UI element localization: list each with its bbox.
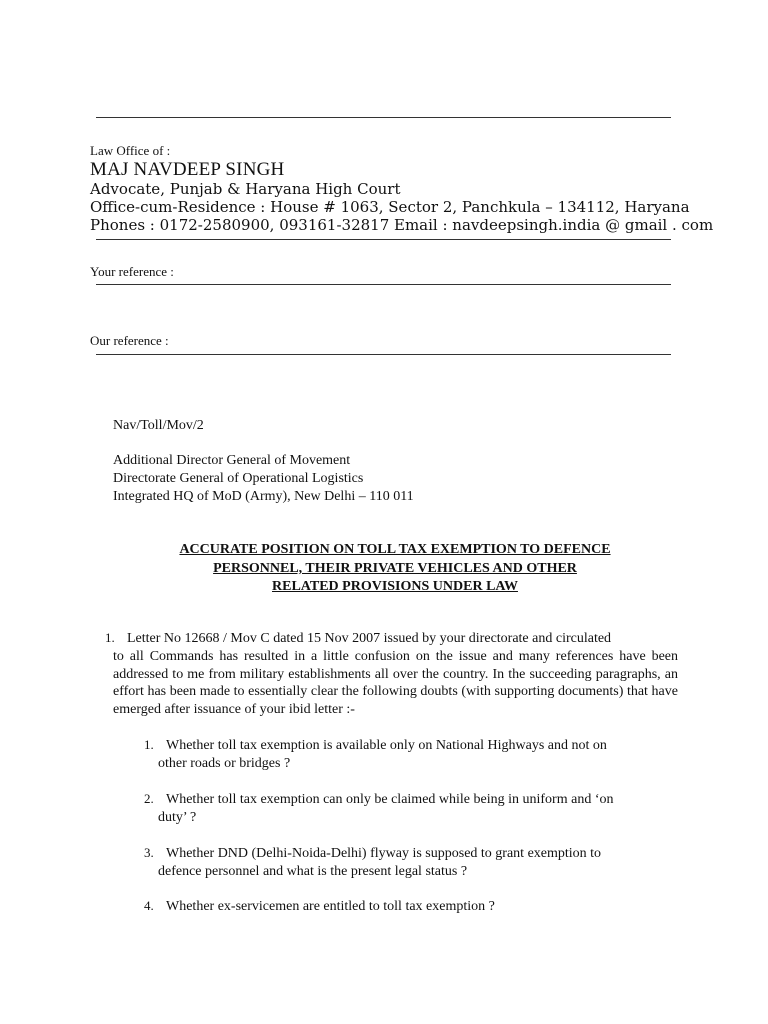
subject-line-3: RELATED PROVISIONS UNDER LAW: [272, 579, 518, 594]
question-number: 4.: [144, 898, 154, 913]
addressee-line-3: Integrated HQ of MoD (Army), New Delhi – 110 011: [113, 489, 414, 504]
top-rule: [96, 117, 671, 118]
our-reference-rule: [96, 354, 671, 355]
letterhead-line-2: Office-cum-Residence : House # 1063, Sector 2, Panchkula – 134112, Haryana: [90, 198, 690, 216]
law-office-label: Law Office of :: [90, 143, 171, 158]
question-line-2: duty’ ?: [158, 810, 197, 825]
letterhead-line-1: Advocate, Punjab & Haryana High Court: [90, 180, 401, 198]
question-line-2: other roads or bridges ?: [158, 756, 291, 771]
para-1-body: to all Commands has resulted in a little confusion on the issue and many references have been addressed to me from military establishments all over the country. In the succeeding paragraphs, an effort has been made to essentially clear the following doubts (with supporting documents) that have emerged after issuance of your ibid letter :-: [113, 649, 678, 717]
question-line-1: Whether toll tax exemption is available only on National Highways and not on: [166, 738, 607, 753]
question-line-1: Whether toll tax exemption can only be claimed while being in uniform and ‘on: [166, 792, 614, 807]
letterhead-line-3: Phones : 0172-2580900, 093161-32817 Email : navdeepsingh.india @ gmail . com: [90, 216, 714, 234]
question-line-1: Whether ex-servicemen are entitled to toll tax exemption ?: [166, 899, 495, 914]
question-number: 2.: [144, 791, 154, 806]
your-reference-label: Your reference :: [90, 264, 174, 279]
subject-line-2: PERSONNEL, THEIR PRIVATE VEHICLES AND OTHER: [213, 561, 577, 576]
advocate-name: MAJ NAVDEEP SINGH: [90, 159, 285, 180]
question-number: 1.: [144, 737, 154, 752]
addressee-line-2: Directorate General of Operational Logistics: [113, 471, 364, 486]
letterhead-bottom-rule: [96, 239, 671, 240]
subject-line-1: ACCURATE POSITION ON TOLL TAX EXEMPTION TO DEFENCE: [179, 542, 611, 557]
our-reference-label: Our reference :: [90, 333, 169, 348]
para-1-number: 1.: [105, 630, 115, 645]
your-reference-rule: [96, 284, 671, 285]
question-line-2: defence personnel and what is the present legal status ?: [158, 864, 468, 879]
reference-number: Nav/Toll/Mov/2: [113, 418, 204, 433]
addressee-line-1: Additional Director General of Movement: [113, 453, 351, 468]
question-line-1: Whether DND (Delhi-Noida-Delhi) flyway is supposed to grant exemption to: [166, 846, 602, 861]
para-1-first-line: Letter No 12668 / Mov C dated 15 Nov 2007 issued by your directorate and circulated: [127, 631, 612, 646]
question-number: 3.: [144, 845, 154, 860]
